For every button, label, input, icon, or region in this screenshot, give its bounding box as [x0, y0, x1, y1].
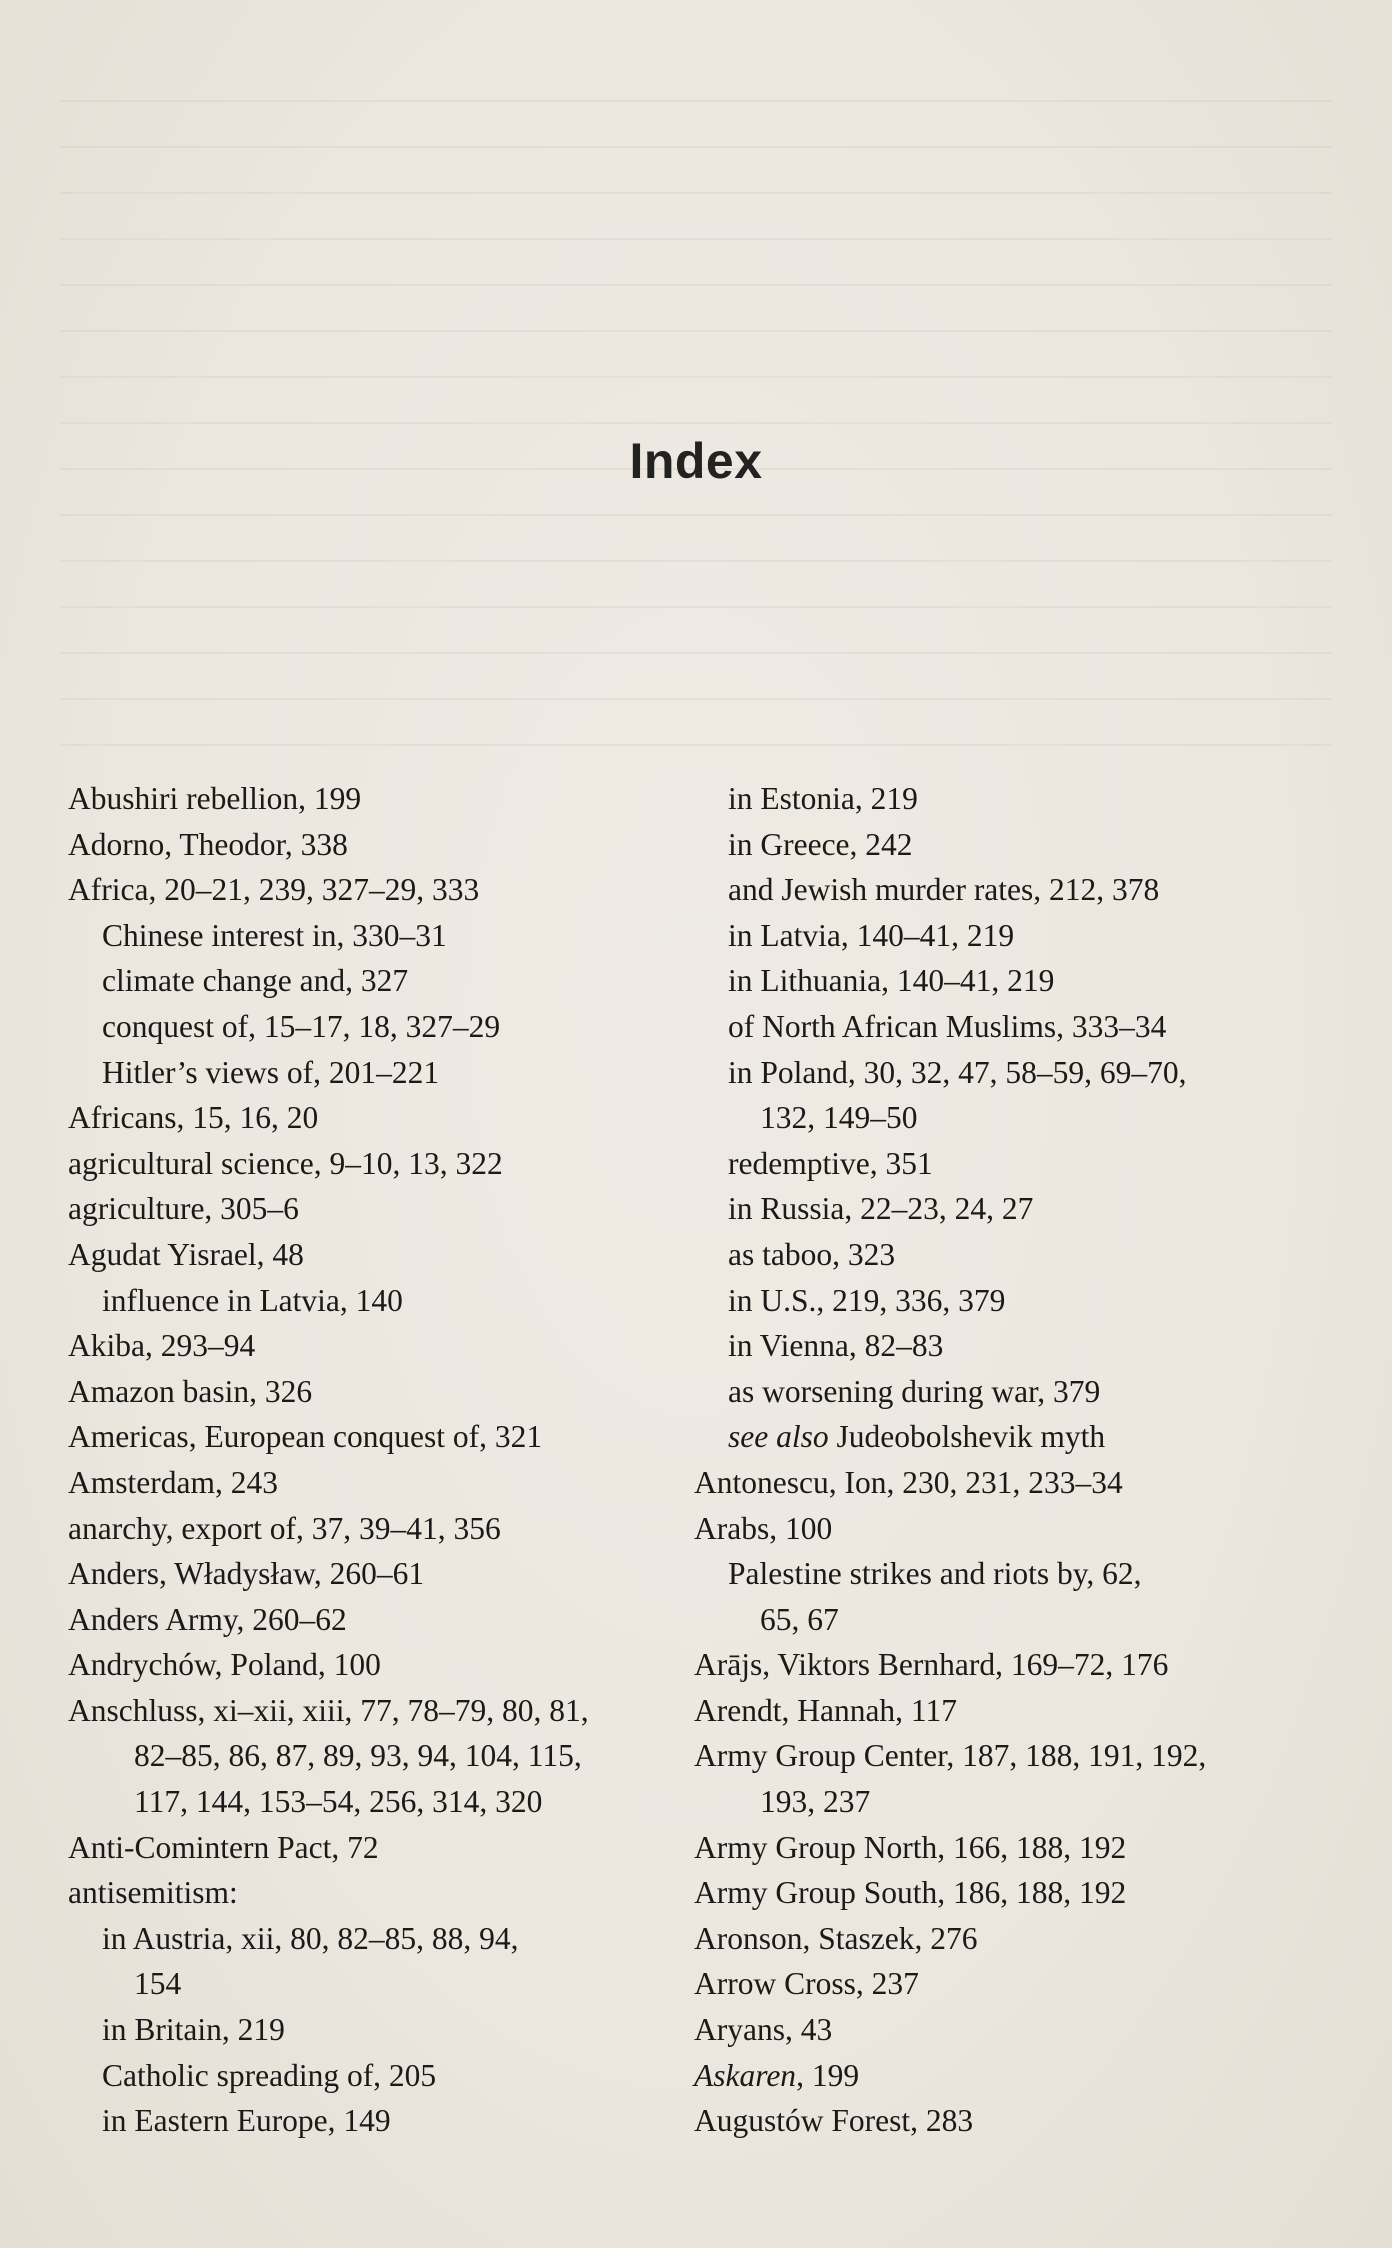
index-entry	[68, 1551, 668, 1597]
index-entry	[68, 1506, 668, 1552]
entry-text: Army Group North, 166, 188, 192	[694, 1829, 1127, 1865]
entry-text: Adorno, Theodor, 338	[68, 826, 348, 862]
entry-text: anarchy, export of, 37, 39–41, 356	[68, 1510, 501, 1546]
index-entry	[68, 1870, 668, 1916]
entry-text: Africans, 15, 16, 20	[68, 1100, 319, 1136]
entry-text: Augustów Forest, 283	[694, 2103, 974, 2139]
entry-text: in Austria, xii, 80, 82–85, 88, 94,	[102, 1920, 519, 1956]
index-entry	[68, 1688, 668, 1734]
entry-text: Africa, 20–21, 239, 327–29, 333	[68, 872, 480, 908]
index-entry	[68, 1323, 668, 1369]
index-subentry	[694, 1597, 1334, 1643]
entry-text: Antonescu, Ion, 230, 231, 233–34	[694, 1464, 1123, 1500]
entry-text: agriculture, 305–6	[68, 1191, 299, 1227]
index-subentry	[694, 1323, 1334, 1369]
cross-reference-label: Askaren	[694, 2057, 797, 2093]
entry-text: in Lithuania, 140–41, 219	[728, 963, 1055, 999]
index-subentry	[68, 1779, 668, 1825]
entry-text: Abushiri rebellion, 199	[68, 781, 362, 816]
index-subentry	[68, 1278, 668, 1324]
index-entry	[694, 1733, 1334, 1779]
index-entry	[694, 1916, 1334, 1962]
entry-text: in Britain, 219	[102, 2012, 285, 2048]
entry-text: agricultural science, 9–10, 13, 322	[68, 1145, 503, 1181]
index-entry	[68, 1232, 668, 1278]
entry-text: 193, 237	[760, 1784, 871, 1820]
page-title: Index	[629, 433, 763, 489]
entry-text: in Estonia, 219	[728, 781, 918, 816]
entry-text: Anders, Władysław, 260–61	[68, 1556, 425, 1592]
entry-text: in Greece, 242	[728, 826, 913, 862]
entry-text: Amazon basin, 326	[68, 1373, 313, 1409]
index-subentry	[68, 1961, 668, 2007]
entry-text: in U.S., 219, 336, 379	[728, 1282, 1006, 1318]
cross-reference-label: see also	[728, 1419, 837, 1455]
index-entry	[68, 1825, 668, 1871]
index-subentry	[68, 1004, 668, 1050]
index-entry	[68, 1369, 668, 1415]
index-entry	[68, 1095, 668, 1141]
entry-text: 65, 67	[760, 1601, 839, 1637]
index-subentry	[694, 958, 1334, 1004]
entry-text: Army Group Center, 187, 188, 191, 192,	[694, 1738, 1207, 1774]
entry-text: of North African Muslims, 333–34	[728, 1008, 1167, 1044]
entry-text: Palestine strikes and riots by, 62,	[728, 1556, 1142, 1592]
index-entry	[694, 1506, 1334, 1552]
index-subentry	[694, 1369, 1334, 1415]
entry-text: Catholic spreading of, 205	[102, 2057, 437, 2093]
index-subentry	[694, 1414, 1334, 1460]
index-entry	[68, 867, 668, 913]
index-entry	[68, 1642, 668, 1688]
index-left-column	[68, 776, 668, 2144]
entry-text: in Latvia, 140–41, 219	[728, 917, 1015, 953]
index-subentry	[68, 2007, 668, 2053]
index-entry	[694, 1460, 1334, 1506]
entry-text: conquest of, 15–17, 18, 327–29	[102, 1008, 501, 1044]
index-subentry	[694, 913, 1334, 959]
entry-text: 117, 144, 153–54, 256, 314, 320	[134, 1784, 543, 1820]
index-entry	[694, 2007, 1334, 2053]
entry-text: Arājs, Viktors Bernhard, 169–72, 176	[694, 1647, 1169, 1683]
index-subentry	[68, 2098, 668, 2144]
index-subentry	[68, 1050, 668, 1096]
entry-text: Judeobolshevik myth	[836, 1419, 1106, 1455]
entry-text: Akiba, 293–94	[68, 1328, 256, 1364]
index-subentry	[68, 913, 668, 959]
index-subentry	[68, 1733, 668, 1779]
index-subentry	[68, 2053, 668, 2099]
entry-text: Anschluss, xi–xii, xiii, 77, 78–79, 80, 81,	[68, 1692, 589, 1728]
entry-text: 154	[134, 1966, 182, 2002]
entry-text: influence in Latvia, 140	[102, 1282, 403, 1318]
entry-text: antisemitism:	[68, 1875, 238, 1911]
entry-text: Amsterdam, 243	[68, 1464, 278, 1500]
entry-text: in Vienna, 82–83	[728, 1328, 944, 1364]
index-subentry	[694, 1779, 1334, 1825]
index-subentry	[694, 867, 1334, 913]
entry-text: and Jewish murder rates, 212, 378	[728, 872, 1160, 908]
entry-text: in Poland, 30, 32, 47, 58–59, 69–70,	[728, 1054, 1187, 1090]
index-subentry	[694, 1141, 1334, 1187]
entry-text: in Eastern Europe, 149	[102, 2103, 391, 2139]
index-entry	[68, 1141, 668, 1187]
entry-text: Anders Army, 260–62	[68, 1601, 347, 1637]
index-entry	[694, 2098, 1334, 2144]
index-subentry	[694, 822, 1334, 868]
index-entry	[68, 822, 668, 868]
index-subentry	[694, 1551, 1334, 1597]
index-entry	[694, 1825, 1334, 1871]
index-subentry	[694, 1186, 1334, 1232]
entry-text: Arabs, 100	[694, 1510, 833, 1546]
entry-text: Aronson, Staszek, 276	[694, 1920, 978, 1956]
entry-text: Andrychów, Poland, 100	[68, 1647, 381, 1683]
index-entry	[68, 1597, 668, 1643]
index-entry	[694, 2053, 1334, 2099]
entry-text: , 199	[796, 2057, 860, 2093]
index-entry	[694, 1688, 1334, 1734]
entry-text: as worsening during war, 379	[728, 1373, 1101, 1409]
index-entry	[694, 1961, 1334, 2007]
entry-text: Aryans, 43	[694, 2012, 833, 2048]
index-subentry	[694, 1232, 1334, 1278]
index-entry	[68, 1186, 668, 1232]
index-entry	[694, 1642, 1334, 1688]
entry-text: Arrow Cross, 237	[694, 1966, 919, 2002]
index-right-column	[694, 776, 1334, 2144]
entry-text: 132, 149–50	[760, 1100, 918, 1136]
entry-text: in Russia, 22–23, 24, 27	[728, 1191, 1034, 1227]
entry-text: climate change and, 327	[102, 963, 409, 999]
entry-text: as taboo, 323	[728, 1236, 896, 1272]
entry-text: Chinese interest in, 330–31	[102, 917, 447, 953]
index-subentry	[694, 1004, 1334, 1050]
index-subentry	[694, 1050, 1334, 1096]
index-entry	[694, 1870, 1334, 1916]
index-subentry	[694, 1095, 1334, 1141]
entry-text: Agudat Yisrael, 48	[68, 1236, 304, 1272]
entry-text: Arendt, Hannah, 117	[694, 1692, 958, 1728]
index-entry	[68, 1414, 668, 1460]
index-subentry	[68, 1916, 668, 1962]
entry-text: Anti-Comintern Pact, 72	[68, 1829, 379, 1865]
entry-text: Army Group South, 186, 188, 192	[694, 1875, 1127, 1911]
entry-text: redemptive, 351	[728, 1145, 933, 1181]
index-entry	[68, 776, 668, 822]
index-entry	[68, 1460, 668, 1506]
index-subentry	[694, 1278, 1334, 1324]
index-subentry	[68, 958, 668, 1004]
entry-text: Hitler’s views of, 201–221	[102, 1054, 440, 1090]
entry-text: Americas, European conquest of, 321	[68, 1419, 543, 1455]
index-subentry	[694, 776, 1334, 822]
entry-text: 82–85, 86, 87, 89, 93, 94, 104, 115,	[134, 1738, 582, 1774]
